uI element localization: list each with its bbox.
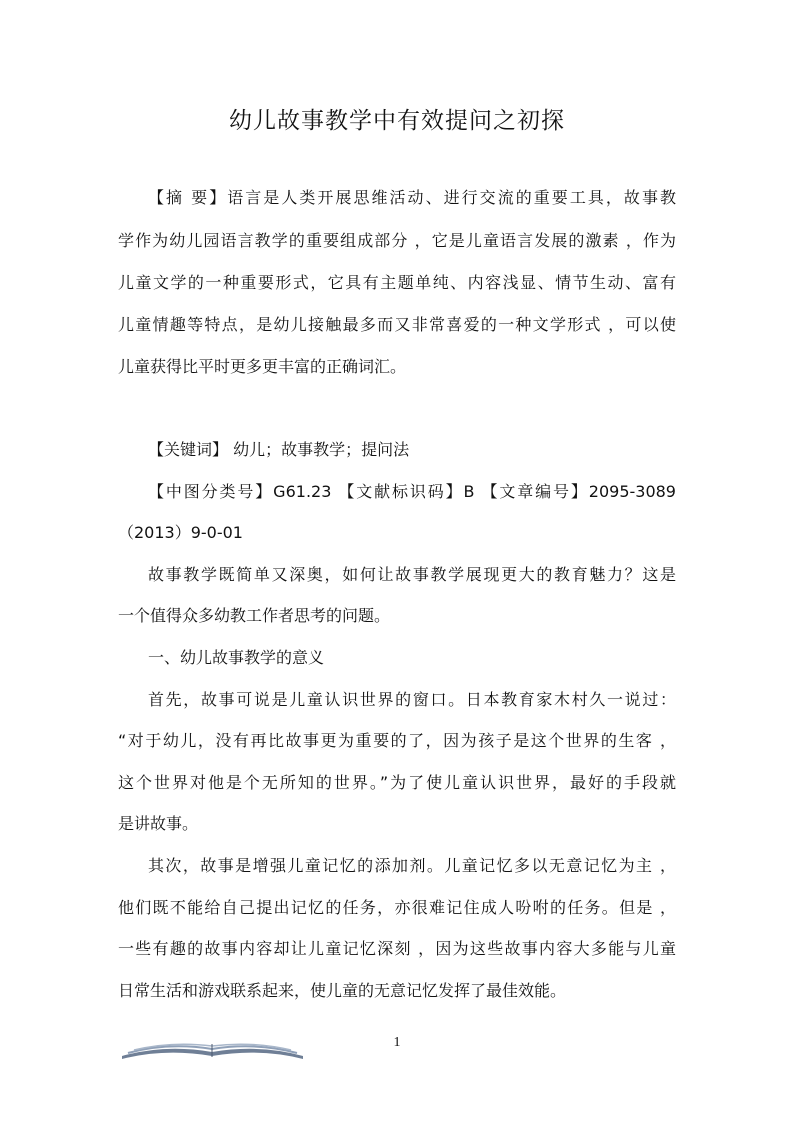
paragraph-line: 是讲故事。 xyxy=(118,814,199,833)
paragraph-line: 他们既不能给自己提出记忆的任务，亦很难记住成人吩咐的任务。但是 ， xyxy=(118,898,676,917)
classification-line: （2013）9-0-01 xyxy=(118,523,243,542)
paragraph-line: 一些有趣的故事内容却让儿童记忆深刻 ，因为这些故事内容大多能与儿童 xyxy=(118,939,676,958)
abstract-line: 儿童情趣等特点，是幼儿接触最多而又非常喜爱的一种文学形式 ，可以使 xyxy=(118,315,676,334)
abstract-line: 学作为幼儿园语言教学的重要组成部分 ，它是儿童语言发展的激素 ，作为 xyxy=(118,231,676,250)
keywords: 【关键词】 幼儿；故事教学；提问法 xyxy=(148,440,410,459)
paragraph-line: 其次，故事是增强儿童记忆的添加剂。儿童记忆多以无意记忆为主 ， xyxy=(148,856,676,875)
intro-line: 一个值得众多幼教工作者思考的问题。 xyxy=(118,606,391,625)
paragraph-line: 这个世界对他是个无所知的世界。”为了使儿童认识世界，最好的手段就 xyxy=(118,773,676,792)
paragraph-line: 日常生活和游戏联系起来，使儿童的无意记忆发挥了最佳效能。 xyxy=(118,981,567,1000)
section-heading: 一、幼儿故事教学的意义 xyxy=(148,648,325,667)
paragraph-line: 首先，故事可说是儿童认识世界的窗口。日本教育家木村久一说过： xyxy=(148,690,676,709)
abstract-line: 儿童文学的一种重要形式，它具有主题单纯、内容浅显、情节生动、富有 xyxy=(118,273,676,292)
paragraph-line: “对于幼儿，没有再比故事更为重要的了，因为孩子是这个世界的生客 ， xyxy=(118,731,676,750)
abstract-line: 儿童获得比平时更多更丰富的正确词汇。 xyxy=(118,357,407,376)
page-number: 1 xyxy=(393,1035,401,1050)
classification-line: 【中图分类号】G61.23 【文献标识码】B 【文章编号】2095-3089 xyxy=(148,482,676,501)
abstract-line: 【摘 要】语言是人类开展思维活动、进行交流的重要工具，故事教 xyxy=(148,188,676,207)
document-title: 幼儿故事教学中有效提问之初探 xyxy=(229,108,565,134)
intro-line: 故事教学既简单又深奥，如何让故事教学展现更大的教育魅力？这是 xyxy=(148,565,676,584)
